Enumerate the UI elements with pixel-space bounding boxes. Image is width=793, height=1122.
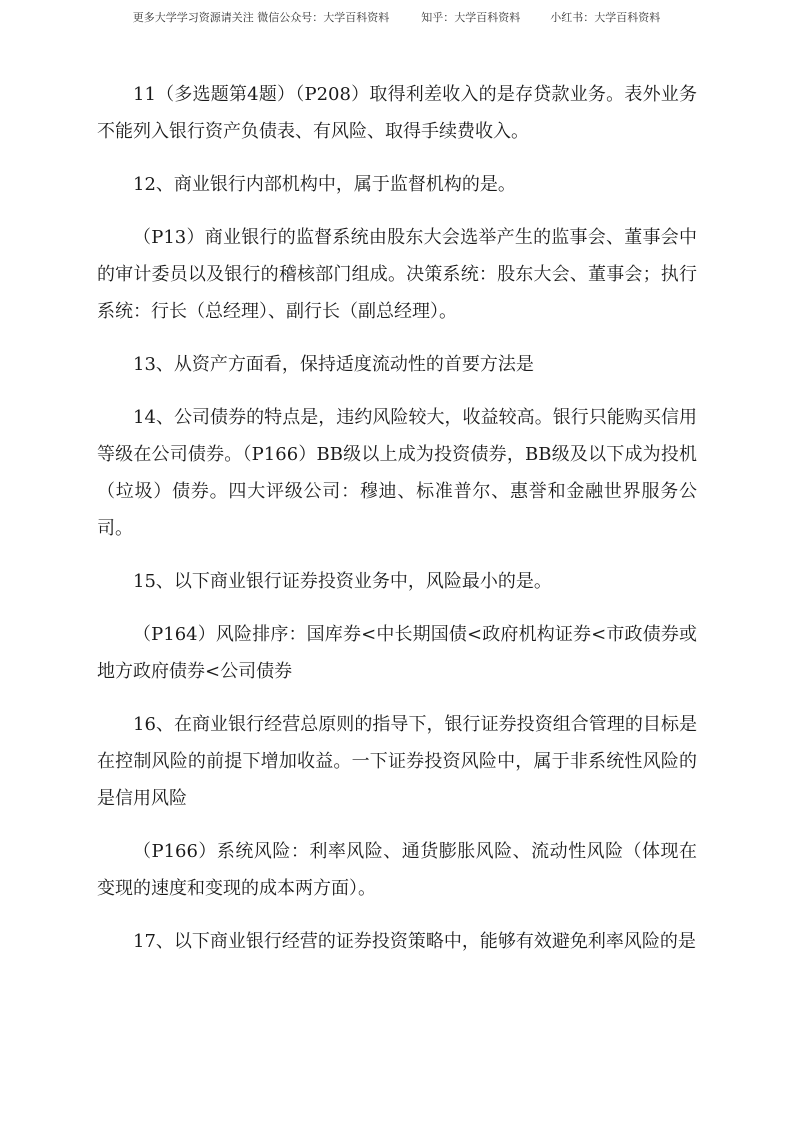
paragraph-q16-note: （P166）系统风险：利率风险、通货膨胀风险、流动性风险（体现在变现的速度和变现的成本两方面）。 bbox=[97, 841, 697, 899]
header-wechat-text: 更多大学学习资源请关注 微信公众号：大学百科资料 bbox=[132, 11, 390, 24]
paragraph-q15: 15、以下商业银行证券投资业务中，风险最小的是。 bbox=[133, 571, 552, 592]
paragraph-q16: 16、在商业银行经营总原则的指导下，银行证券投资组合管理的目标是在控制风险的前提下增加收益。一下证券投资风险中，属于非系统性风险的是信用风险 bbox=[97, 714, 697, 809]
paragraph-q13: 13、从资产方面看，保持适度流动性的首要方法是 bbox=[133, 354, 534, 375]
header-xiaohongshu-text: 小红书：大学百科资料 bbox=[550, 11, 661, 24]
paragraph-q17: 17、以下商业银行经营的证券投资策略中，能够有效避免利率风险的是 bbox=[133, 931, 696, 952]
paragraph-q12: 12、商业银行内部机构中，属于监督机构的是。 bbox=[133, 174, 516, 195]
paragraph-q14: 14、公司债券的特点是，违约风险较大，收益较高。银行只能购买信用等级在公司债券。（P166）BB级以上成为投资债券，BB级及以下成为投机（垃圾）债券。四大评级公司：穆迪、标准普尔、惠誉和金融世界服务公司。 bbox=[97, 407, 697, 539]
paragraph-q12-note: （P13）商业银行的监督系统由股东大会选举产生的监事会、董事会中的审计委员以及银行的稽核部门组成。决策系统：股东大会、董事会；执行系统：行长（总经理）、副行长（副总经理）。 bbox=[97, 227, 697, 322]
document-body bbox=[97, 76, 697, 976]
paragraph-q11: 11（多选题第4题）（P208）取得利差收入的是存贷款业务。表外业务不能列入银行资产负债表、有风险、取得手续费收入。 bbox=[97, 84, 697, 142]
paragraph-q15-note: （P164）风险排序：国库券<中长期国债<政府机构证券<市政债券或地方政府债券<公司债券 bbox=[97, 624, 697, 682]
header-zhihu-text: 知乎：大学百科资料 bbox=[421, 11, 521, 24]
page-header bbox=[0, 9, 793, 25]
